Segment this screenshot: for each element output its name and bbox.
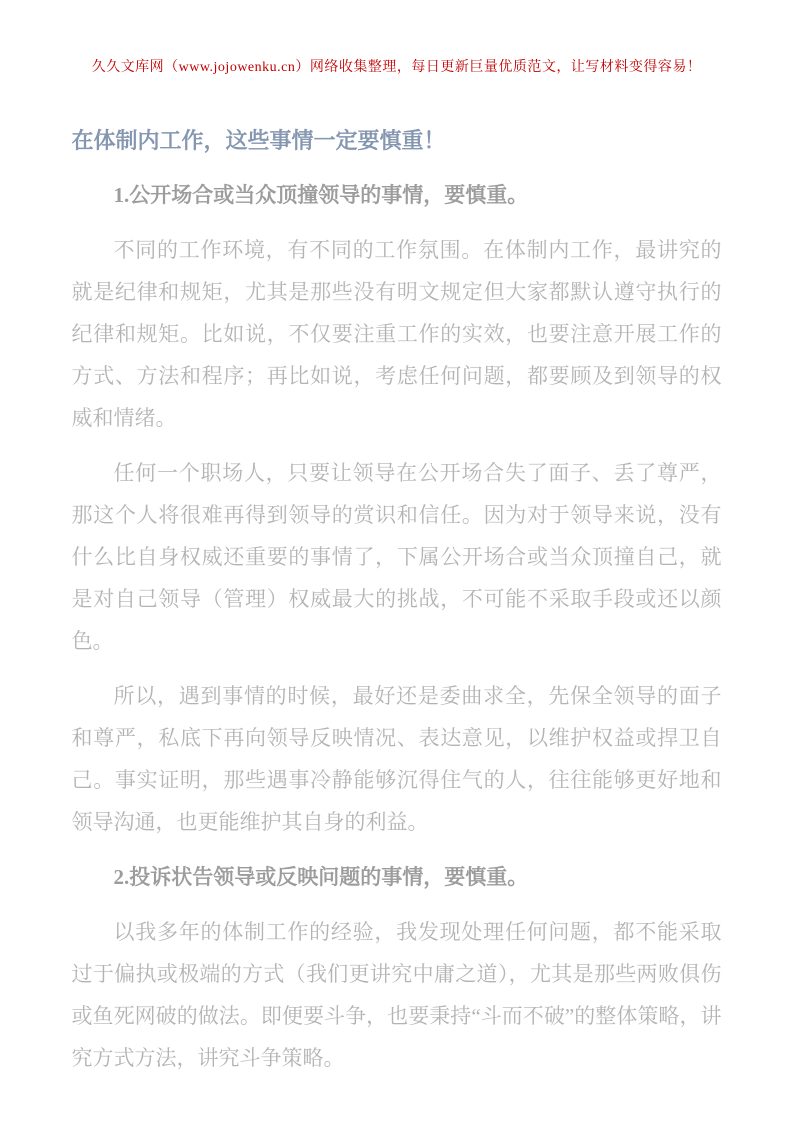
section-2-paragraph-1: 以我多年的体制工作的经验，我发现处理任何问题，都不能采取过于偏执或极端的方式（我们更讲究中庸之道），尤其是那些两败俱伤或鱼死网破的做法。即便要斗争，也要秉持“斗而不破”的整体策略，讲究方式方法，讲究斗争策略。 (71, 920, 722, 1070)
section-1-paragraph-2: 任何一个职场人，只要让领导在公开场合失了面子、丢了尊严，那这个人将很难再得到领导的赏识和信任。因为对于领导来说，没有什么比自身权威还重要的事情了，下属公开场合或当众顶撞自己，就是对自己领导（管理）权威最大的挑战，不可能不采取手段或还以颜色。 (71, 461, 722, 653)
section-2-heading: 2.投诉状告领导或反映问题的事情，要慎重。 (113, 865, 529, 889)
site-header-notice: 久久文库网（www.jojowenku.cn）网络收集整理，每日更新巨量优质范文，让写材料变得容易！ (91, 60, 702, 75)
document-title: 在体制内工作，这些事情一定要慎重！ (71, 128, 446, 153)
section-1-paragraph-3: 所以，遇到事情的时候，最好还是委曲求全，先保全领导的面子和尊严，私底下再向领导反映情况、表达意见，以维护权益或捍卫自己。事实证明，那些遇事冷静能够沉得住气的人，往往能够更好地和领导沟通，也更能维护其自身的利益。 (71, 684, 722, 834)
section-1-paragraph-1: 不同的工作环境，有不同的工作氛围。在体制内工作，最讲究的就是纪律和规矩，尤其是那些没有明文规定但大家都默认遵守执行的纪律和规矩。比如说，不仅要注重工作的实效，也要注意开展工作的方式、方法和程序；再比如说，考虑任何问题，都要顾及到领导的权威和情绪。 (71, 238, 722, 430)
section-1-heading: 1.公开场合或当众顶撞领导的事情，要慎重。 (113, 183, 529, 207)
document-body (72, 76, 722, 1079)
